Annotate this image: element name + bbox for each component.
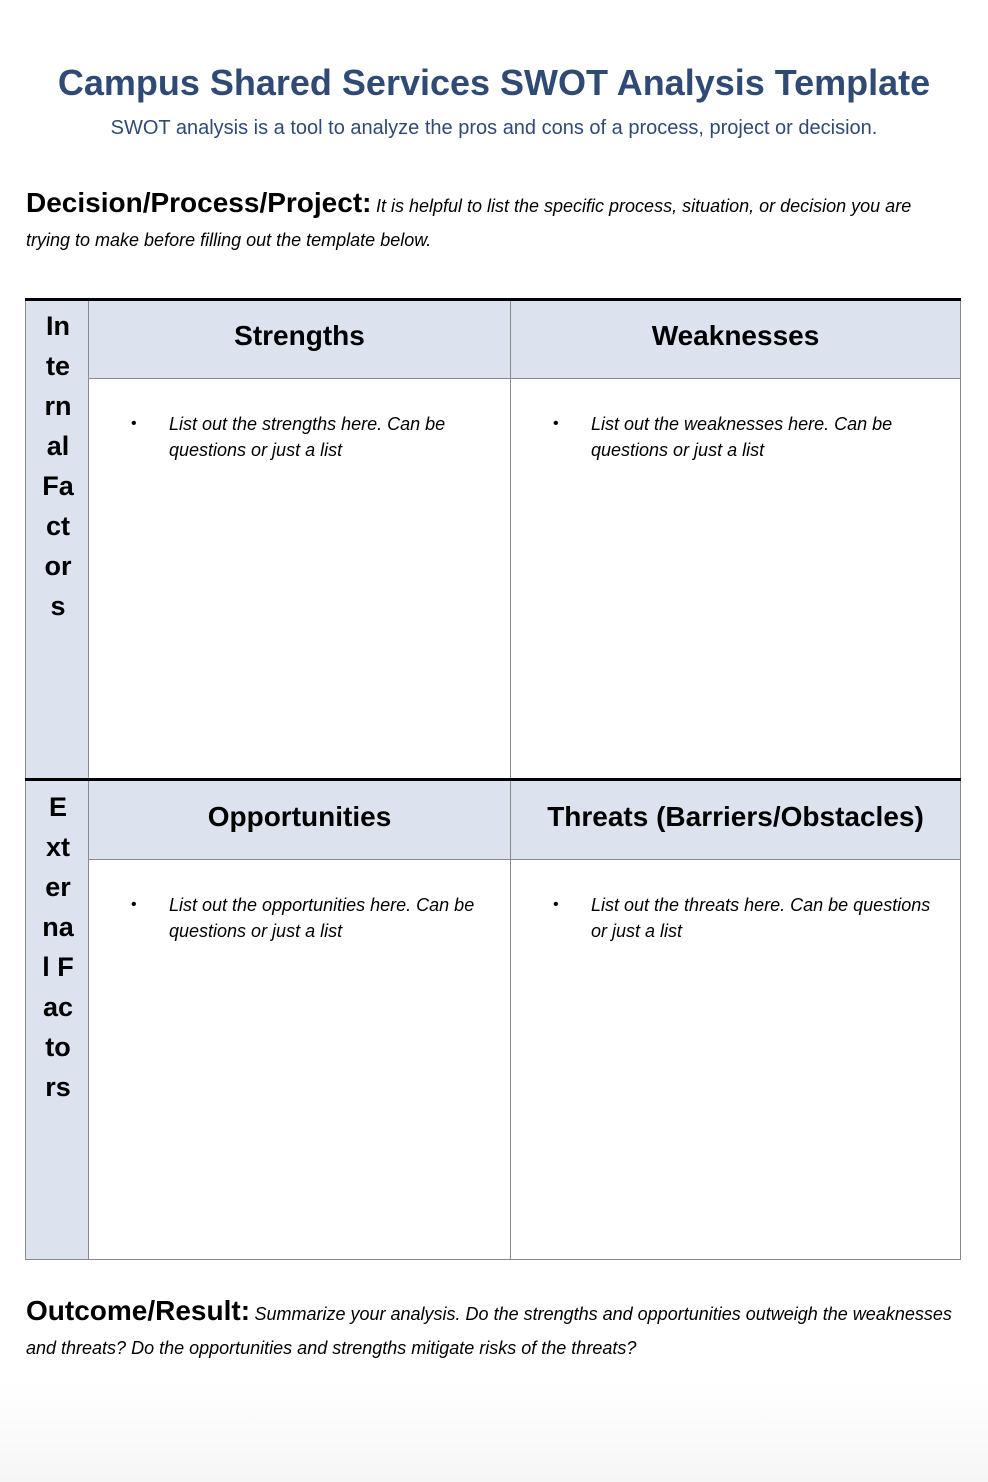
threats-list-item [553, 892, 940, 944]
weaknesses-title: Weaknesses [651, 320, 820, 351]
internal-factors-label: Internal Factors [42, 311, 74, 621]
external-factors-cell [25, 779, 89, 1260]
outcome-label: Outcome/Result: [26, 1295, 251, 1326]
table-top-rule [25, 298, 961, 301]
opportunities-title: Opportunities [207, 801, 392, 832]
strengths-bullet-text: List out the strengths here. Can be questions or just a list [169, 414, 446, 460]
opportunities-header [89, 779, 511, 860]
decision-label: Decision/Process/Project: [26, 187, 372, 218]
bullet-icon: • [553, 896, 559, 913]
strengths-cell[interactable] [89, 379, 511, 779]
opportunities-cell[interactable] [89, 860, 511, 1260]
weaknesses-list-item [553, 411, 940, 463]
strengths-title: Strengths [234, 320, 365, 351]
threats-header [511, 779, 961, 860]
weaknesses-header [511, 298, 961, 379]
threats-bullet-text: List out the threats here. Can be questions or just a list [591, 895, 931, 941]
opportunities-list-item [131, 892, 490, 944]
strengths-list-item [131, 411, 490, 463]
threats-title: Threats (Barriers/Obstacles) [547, 801, 924, 832]
document-title: Campus Shared Services SWOT Analysis Template [57, 62, 931, 103]
outcome-hint: Summarize your analysis. Do the strengths and opportunities outweigh the weaknesses and threats? Do the opportunities and strengths mitigate risks of the threats? [26, 1304, 952, 1358]
weaknesses-bullet-text: List out the weaknesses here. Can be questions or just a list [591, 414, 893, 460]
threats-cell[interactable] [511, 860, 961, 1260]
external-factors-label: External Factors [42, 792, 74, 1102]
internal-factors-cell [25, 298, 89, 779]
document-subtitle: SWOT analysis is a tool to analyze the pros and cons of a process, project or decision. [110, 117, 878, 139]
bullet-icon: • [131, 896, 137, 913]
table-bottom-rule [25, 1259, 961, 1260]
table-middle-rule [25, 778, 961, 781]
decision-prompt [26, 186, 956, 258]
outcome-prompt [26, 1294, 956, 1366]
strengths-header [89, 298, 511, 379]
weaknesses-cell[interactable] [511, 379, 961, 779]
bullet-icon: • [131, 415, 137, 432]
bullet-icon: • [553, 415, 559, 432]
decision-hint: It is helpful to list the specific process, situation, or decision you are trying to make before filling out the template below. [26, 196, 912, 250]
swot-table [25, 298, 961, 1260]
opportunities-bullet-text: List out the opportunities here. Can be questions or just a list [169, 895, 475, 941]
